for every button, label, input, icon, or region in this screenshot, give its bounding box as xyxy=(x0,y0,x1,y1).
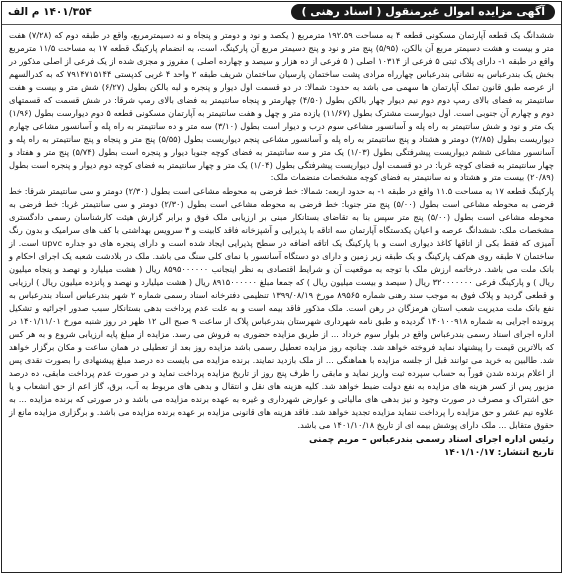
reference-number: ۱۴۰۱/۳۵۴ م الف xyxy=(8,6,92,18)
notice-body xyxy=(2,25,561,432)
notice-header xyxy=(2,2,561,25)
auction-terms-paragraph: پارکینگ قطعه ۱۷ به مساحت ۱۱.۵ واقع در طبقه ۱- به حدود اربعه: شمالا: خط فرضی به محوطه مشاعی است بطول (۲/۳۰) دومتر و سی سانتیمتر شرقا: خط فرضی به محوطه مشاعی است بطول (۵/۰۰) پنج متر جنوبا: خط فرضی به محوطه مشاعی است بطول (۲/۳۰) دومتر و سی سانتیمتر غربا: خط فرضی به محوطه مشاعی است بطول (۵/۰۰) پنج متر سپس بنا به تقاضای بستانکار مبنی بر ارزیابی ملک فوق و برابر گزارش هیئت کارشناسان رسمی دادگستری مشخصات ملک: ششدانگ عرصه و اعیان یکدستگاه آپارتمان سه اتاقه با پذیرایی و آشپزخانه فاقد کابینت و ۳ سرویس بهداشتی با کف های سرامیک و بدون رنگ آمیزی که فقط بکی از اتاقها کاغذ دیواری است و با پارکینگ یک اتاقه اضافه در سطح پذیرایی ایجاد شده است و دارای پنجره های دو جداره upvc است. از ساختمان ۷ طبقه روی هم‌کف پارکینگ و یک طبقه زیر زمین و دارای دو دستگاه آسانسور با نمای کلی سنگ می باشد. ملک در بلادشت شعبه یک اجرای احکام و بانک ملت می باشد. درخاتمه ارزش ملک با توجه به موقعیت آن و شرایط اقتصادی به نظر اینجانب ۸۵۹۵۰۰۰۰۰۰ ریال ( هشت میلیارد و نهصد و پنجاه میلیون ریال ) و پارکینگ فرعی ۳۲۰۰۰۰۰۰۰ ریال ( سیصد و بیست میلیون ریال ) که جمعا مبلغ ۸۹۱۵۰۰۰۰۰۰ ریال ( هشت میلیارد و نهصد و پانزده میلیون ریال ) ارزیابی و قطعی گردید و پلاک فوق به موجب سند رهنی شماره ۸۹۵۶۵ مورخ ۱۳۹۹/۰۸/۱۹ تنظیمی دفترخانه اسناد رسمی شماره ۲ شهر بندرعباس اسناد بندرعباس به نفع بانک ملت مدیریت شعب استان هرمزگان در رهن است. ملک مذکور فاقد بیمه است و به علت عدم پرداخت بدهی بستانکار سبب صدور اجرائیه و تشکیل پرونده اجرایی به شماره ۱۴۰۱۰۰۹۱۸ گردیده و طبق نامه شهرداری شهرستان بندرعباس پلاک از ساعت ۹ صبح الی ۱۲ ظهر در روز شنبه مورخ ۱۴۰۱/۱۱/۰۱ در اداره اجرای اسناد رسمی بندرعباس واقع در بلوار سوم خرداد ... از طریق مزایده حضوری به فروش می رسد. مزایده از مبلغ پایه ارزیابی شروع و به هر کس که بالاترین قیمت را پیشنهاد نماید فروخته خواهد شد. چنانچه روز مزایده تعطیل رسمی باشد مزایده روز بعد از تعطیلی در همان ساعت و مکان برگزار خواهد شد. طالبین به خرید می توانند قبل از جلسه مزایده با هماهنگی ... از ملک بازدید نمایند. برنده مزایده می بایست ده درصد مبلغ پیشنهادی را بصورت نقدی پس از اعلام برنده شدن فوراً به حساب سپرده ثبت واریز نماید و مابقی را ظرف پنج روز از تاریخ مزایده پرداخت نماید و در صورت عدم پرداخت مابقی، ده درصد مزبور پس از کسر هزینه های مزایده به نفع دولت ضبط خواهد شد. کلیه هزینه های نقل و انتقال و بدهی های مربوط به آب، برق، گاز اعم از حق انشعاب و یا حق اشتراک و مصرف در صورت وجود و نیز بدهی های مالیاتی و عوارض شهرداری و غیره به عهده برنده مزایده می باشد و در صورتی که برنده مزایده ... به علاوه نیم عشر و حق مزایده را پرداخت ننماید مزایده تجدید خواهد شد. فاقد هزینه های قانونی مزایده بر عهده برنده مزایده می باشد. و برگزاری مزایده مانع از حقوق متقابل ... ملک دارای پوشش بیمه ای از تاریخ ۱۴۰۱/۱۰/۱۸ می باشد. xyxy=(9,186,555,430)
signature-line: رئیس اداره اجرای اسناد رسمی بندرعباس – مریم چمنی xyxy=(308,434,554,445)
notice-title: آگهی مزایده اموال غیرمنقول ( اسناد رهنی ) xyxy=(291,4,555,20)
property-description-paragraph: ششدانگ یک قطعه آپارتمان مسکونی قطعه ۴ به مساحت ۱۹۲.۵۹ مترمربع ( یکصد و نود و دومتر و پنجاه و نه دسیمترمربع، واقع در طبقه دوم که (۷/۲۸) هفت متر و بیست و هشت دسیمتر مربع آن بالکن، (۵/۹۵) پنج متر و نود و پنج دسیمتر مربع آن پارکینگ، است، به انضمام پارکینگ قطعه ۱۷ به مساحت ۱۱/۵ مترمربع واقع در طبقه ۱- دارای پلاک ثبتی ۵ فرعی از ۱۰۳۱۴ اصلی ( ۵ فرعی از ده هزار و سیصد و چهارده اصلی ) مفروز و مجزی شده از یک فرعی از اصلی مذکور در بخش یک بندرعباس به نشانی بندرعباس چهارراه مرادی پشت ساختمان پارسیان ساختمان شریف طبقه ۲ واحد ۴ غربی کدپستی ۷۹۱۴۷۱۵۱۴۴ که به کدرالسهم از عرصه طبق قانون تملک آپارتمان ها سهمی می باشد به حدود: شمالا: در دو قسمت اول دیوار و پنجره و لبه بالکن بطول (۶/۲۷) شش متر و بیست و هفت سانتیمتر به فضای بالای رمپ دوم دوم نیم دیوار چهار بالکن بطول (۴/۵۰) چهارمتر و پنجاه سانتیمتر به فضای بالای رمپ شرقا: در شش قسمت که قسمتهای دوم و چهارم آن جنوبی است. اول دیوارست مشترک بطول (۱۱/۶۷) یازده متر و چهل و هفت سانتیمتر به آپارتمان مسکونی قطعه ۵ دوم دیوارست بطول (۱/۹۶) یک متر و نود و شش سانتیمتر به راه پله و آسانسور مشاعی سوم درب و دیوار است بطول (۳/۱۰) سه متر و ده سانتیمتر به راه پله و آسانسور مشاعی چهارم دیواریست بطول (۲/۸۵) دومتر و هشتاد و پنج سانتیمتر به راه پله و آسانسور مشاعی پنجم دیواریست بطول (۵/۵۵) پنج متر و پنجاه و پنج سانتیمتر به راه پله و آسانسور مشاعی ششم دیواریست پیشرفتگی بطول (۱/۰۳) یک متر و سه سانتیمتر به فضای کوچه جنوبا دیوار و پنجره است بطول (۵/۷۴) پنج متر و هفتاد و چهار سانتیمتر به فضای کوچه غربا: در دو قسمت اول دیواریست پیشرفتگی بطول (۱/۰۴) یک متر و چهار سانتیمتر به فضای کوچه دوم دیوار و پنجره است بطول (۲۰/۸۹) بیست متر و هشتاد و نه سانتیمتر به فضای کوچه مشخصات منضمات ملک: xyxy=(9,30,555,183)
publish-date: تاریخ انتشار: ۱۴۰۱/۱۰/۱۷ xyxy=(443,447,554,458)
legal-notice xyxy=(1,1,562,573)
